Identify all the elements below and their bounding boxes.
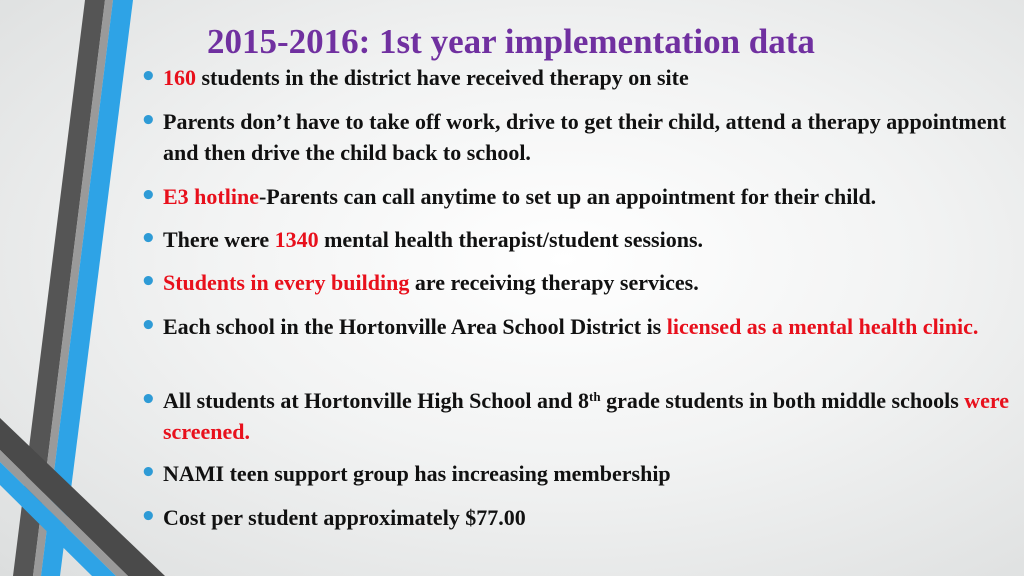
bullet-text <box>163 311 1020 342</box>
bullet-text-part: -Parents can call anytime to set up an appointment for their child. <box>258 184 877 209</box>
bullet-item <box>140 267 1020 298</box>
bullet-dot-icon: • <box>140 385 157 415</box>
bullet-text <box>163 62 1020 93</box>
bullet-text <box>163 181 1020 212</box>
bullet-text-part: Parents don’t have to take off work, drive to get their child, attend a therapy appointment and then drive the child back to school. <box>163 109 1007 165</box>
bullet-text <box>163 502 1020 533</box>
bullet-item <box>140 62 1020 93</box>
bullet-dot-icon: • <box>140 106 157 136</box>
bullet-item <box>140 311 1020 342</box>
bullet-text-part: students in the district have received therapy on site <box>196 65 689 90</box>
bullet-item <box>140 106 1020 168</box>
bullet-text-part: Each school in the Hortonville Area School District is <box>163 314 667 339</box>
bullet-dot-icon: • <box>140 311 157 341</box>
bullet-item <box>140 385 1020 447</box>
bullet-text-part: All students at Hortonville High School and 8 <box>163 388 590 413</box>
bullet-text-part: Cost per student approximately $77.00 <box>163 505 526 530</box>
bullet-text-part: grade students in both middle schools <box>600 388 965 413</box>
bullet-item <box>140 181 1020 212</box>
bullet-dot-icon: • <box>140 502 157 532</box>
bullet-text <box>163 106 1020 168</box>
bullet-text <box>163 385 1020 447</box>
highlighted-text: Students in every building <box>163 270 410 295</box>
bullet-item <box>140 224 1020 255</box>
slide-title: 2015-2016: 1st year implementation data <box>207 22 815 61</box>
highlighted-text: 1340 <box>274 227 319 252</box>
bullet-dot-icon: • <box>140 224 157 254</box>
bullet-text <box>163 458 1020 489</box>
bullet-text <box>163 267 1020 298</box>
bullet-text-part: are receiving therapy services. <box>409 270 699 295</box>
bullet-text <box>163 224 1020 255</box>
highlighted-text: 160 <box>163 65 196 90</box>
bullet-dot-icon: • <box>140 267 157 297</box>
bullet-item <box>140 458 1020 489</box>
highlighted-text: E3 hotline <box>163 184 259 209</box>
bullet-dot-icon: • <box>140 62 157 92</box>
highlighted-text: licensed as a mental health clinic. <box>666 314 979 339</box>
highlighted-text: were screened. <box>163 388 1010 444</box>
bullet-dot-icon: • <box>140 181 157 211</box>
bullet-text-part: There were <box>163 227 275 252</box>
bullet-text-part: NAMI teen support group has increasing membership <box>163 461 671 486</box>
bullet-item <box>140 502 1020 533</box>
bullet-dot-icon: • <box>140 458 157 488</box>
bullet-text-part: mental health therapist/student sessions. <box>318 227 704 252</box>
bullet-text-part: th <box>589 389 601 404</box>
